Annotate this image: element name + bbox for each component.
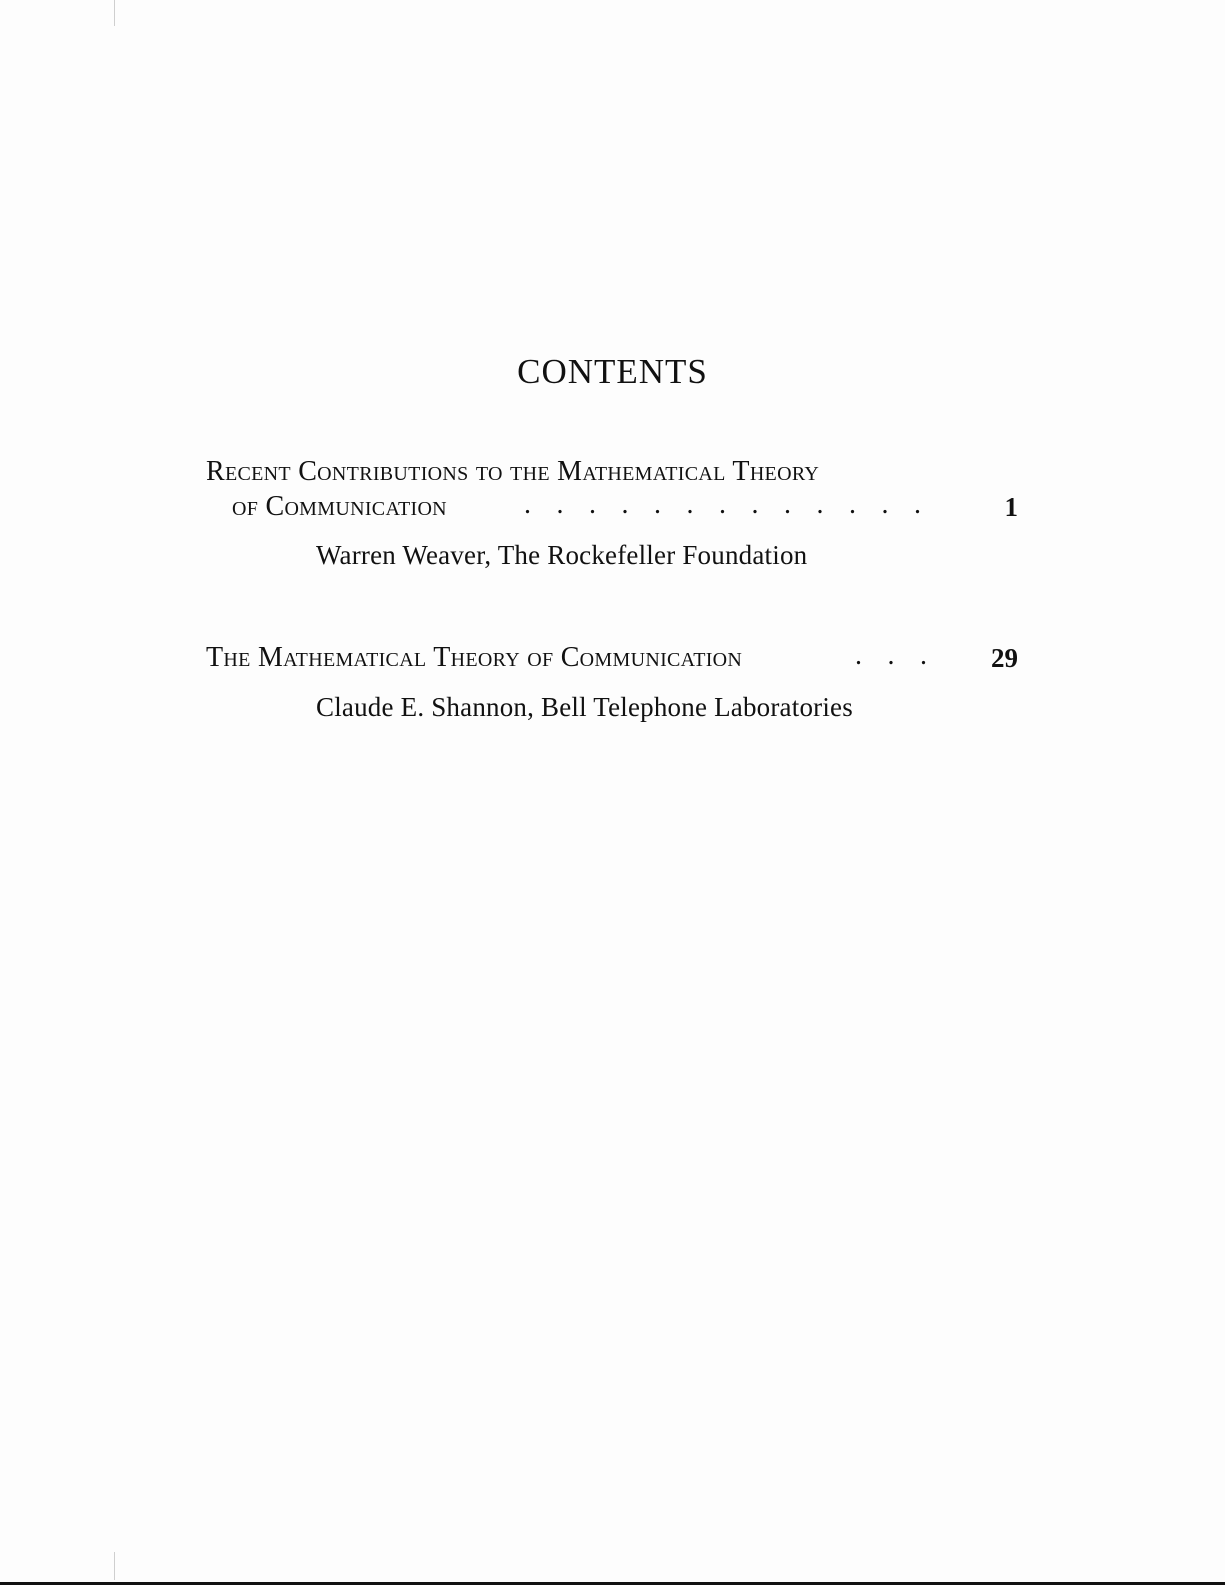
page-edge-mark-top xyxy=(114,0,115,26)
leader-dot: . xyxy=(654,489,661,520)
leader-dot: . xyxy=(556,489,564,520)
leader-dot: . xyxy=(914,489,921,520)
entry-1-dot-leader xyxy=(524,489,947,521)
leader-dot: . xyxy=(524,489,531,520)
leader-dot: . xyxy=(784,489,791,520)
leader-dot: . xyxy=(686,489,694,520)
leader-dot: . xyxy=(621,489,629,520)
entry-1-title-line-2: of Communication xyxy=(232,491,447,522)
entry-2-title-line-1: The Mathematical Theory of Communication xyxy=(206,642,743,673)
entry-2-dot-leader xyxy=(855,640,953,672)
entry-2-author: Claude E. Shannon, Bell Telephone Laboratories xyxy=(316,692,853,722)
contents-heading: CONTENTS xyxy=(517,352,708,391)
leader-dot: . xyxy=(855,640,862,671)
leader-dot: . xyxy=(719,489,726,520)
leader-dot: . xyxy=(849,489,856,520)
leader-dot: . xyxy=(751,489,759,520)
leader-dot: . xyxy=(816,489,824,520)
entry-1-page-number: 1 xyxy=(1004,492,1018,522)
leader-dot: . xyxy=(920,640,927,671)
page-edge-mark-bottom xyxy=(114,1552,115,1580)
leader-dot: . xyxy=(887,640,895,671)
leader-dot: . xyxy=(589,489,596,520)
entry-1-title-line-1: Recent Contributions to the Mathematical Theory xyxy=(206,456,820,487)
entry-2-page-number: 29 xyxy=(991,643,1018,673)
leader-dot: . xyxy=(881,489,889,520)
entry-1-author: Warren Weaver, The Rockefeller Foundation xyxy=(316,540,808,570)
